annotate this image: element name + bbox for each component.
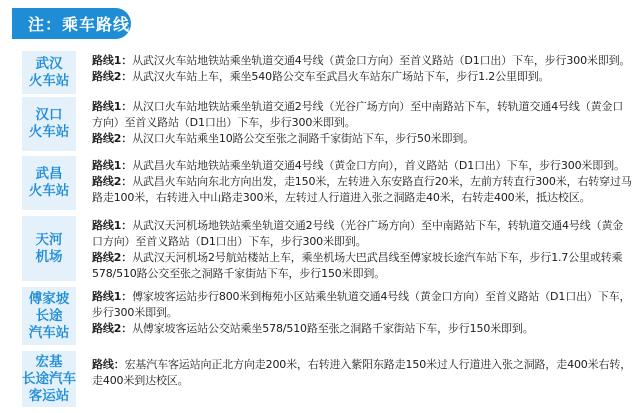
section-header xyxy=(12,8,131,39)
route-label: 路线2： xyxy=(92,251,133,264)
route-label: 路线1： xyxy=(92,159,133,172)
station-label-box xyxy=(22,351,76,407)
route-label: 路线1： xyxy=(92,219,133,232)
station-name: 武昌 火车站 xyxy=(28,166,70,199)
station-row-wuhan xyxy=(22,51,632,94)
route-label: 路线1： xyxy=(92,290,133,303)
route-label: 路线1： xyxy=(92,100,133,113)
route-item xyxy=(92,53,630,69)
route-text: 从武汉天河机场地铁站乘坐轨道交通2号线（光谷广场方向）至中南路站下车，转轨道交通4号线（黄金口方向）至首义路站（D1口出）下车，步行300米即到。 xyxy=(92,219,624,248)
route-label: 路线： xyxy=(92,358,125,371)
station-row-hongji xyxy=(22,351,632,407)
route-text: 从武昌火车站地铁站乘坐轨道交通4号线（黄金口方向），首义路站（D1口出）下车，步行300米即到。 xyxy=(132,159,625,172)
route-item xyxy=(92,321,632,337)
route-text: 从武汉火车站地铁站乘坐轨道交通4号线（黄金口方向）至首义路站（D1口出）下车，步行300米即到。 xyxy=(132,54,631,67)
route-item xyxy=(92,158,632,174)
station-name: 傅家坡 长途 汽车站 xyxy=(28,290,70,341)
route-item xyxy=(92,250,632,282)
route-item xyxy=(92,69,630,85)
route-text: 从武汉天河机场2号航站楼站上车，乘坐机场大巴武昌线至傅家坡长途汽车站下车，步行1.7公里或转乘578/510路公交至张之洞路千家街站下车，步行150米即到。 xyxy=(92,251,623,280)
route-label: 路线2： xyxy=(92,70,133,83)
station-row-wuchang xyxy=(22,156,632,210)
route-list xyxy=(92,216,632,281)
route-text: 宏基汽车客运站向正北方向走200米，右转进入紫阳东路走150米过人行道进入张之洞路，走400米右转，走400米到达校区。 xyxy=(92,358,632,387)
route-label: 路线2： xyxy=(92,132,133,145)
station-name: 宏基 长途汽车 客运站 xyxy=(22,353,76,404)
route-list xyxy=(92,51,630,94)
station-row-hankou xyxy=(22,97,632,151)
route-list xyxy=(92,97,632,151)
route-list xyxy=(92,287,632,345)
route-item xyxy=(92,174,632,206)
route-label: 路线2： xyxy=(92,322,133,335)
station-name: 武汉 火车站 xyxy=(28,55,70,89)
route-list xyxy=(92,351,632,407)
station-name: 汉口 火车站 xyxy=(28,107,70,140)
route-item xyxy=(92,357,632,389)
station-label-box xyxy=(22,216,76,281)
station-row-fujiapo xyxy=(22,287,632,345)
route-item xyxy=(92,218,632,250)
route-text: 从武汉火车站上车，乘坐540路公交车至武昌火车站东广场站下车，步行1.2公里即到。 xyxy=(132,70,550,83)
route-list xyxy=(92,156,632,210)
route-item xyxy=(92,131,632,147)
station-name: 天河 机场 xyxy=(35,231,63,265)
route-text: 傅家坡客运站步行800米到梅苑小区站乘坐轨道交通4号线（黄金口方向）至首义路站（D1口出）下车，步行300米即到。 xyxy=(92,290,631,319)
route-label: 路线2： xyxy=(92,175,133,188)
station-label-box xyxy=(22,51,76,94)
route-text: 从汉口火车站乘坐10路公交至张之洞路千家街站下车，步行50米即到。 xyxy=(132,132,475,145)
route-text: 从汉口火车站地铁站乘坐轨道交通2号线（光谷广场方向）至中南路站下车，转轨道交通4号线（黄金口方向）至首义路站（D1口出）下车，步行300米即到。 xyxy=(92,100,624,129)
station-row-tianhe-airport xyxy=(22,216,632,281)
station-label-box xyxy=(22,156,76,210)
section-title: 注：乘车路线 xyxy=(28,15,131,34)
station-label-box xyxy=(22,287,76,345)
station-label-box xyxy=(22,97,76,151)
route-item xyxy=(92,99,632,131)
route-label: 路线1： xyxy=(92,54,133,67)
route-item xyxy=(92,289,632,321)
route-text: 从傅家坡客运站公交站乘坐578/510路至张之洞路千家街站下车，步行150米即到。 xyxy=(132,322,534,335)
route-text: 从武昌火车站向东北方向出发，走150米，左转进入东安路直行20米，左前方转直行300米，右转穿过马路走100米，右转进入中山路走300米，左转过人行道进入张之洞路走40米，右转走400米，抵达校区。 xyxy=(92,175,632,204)
